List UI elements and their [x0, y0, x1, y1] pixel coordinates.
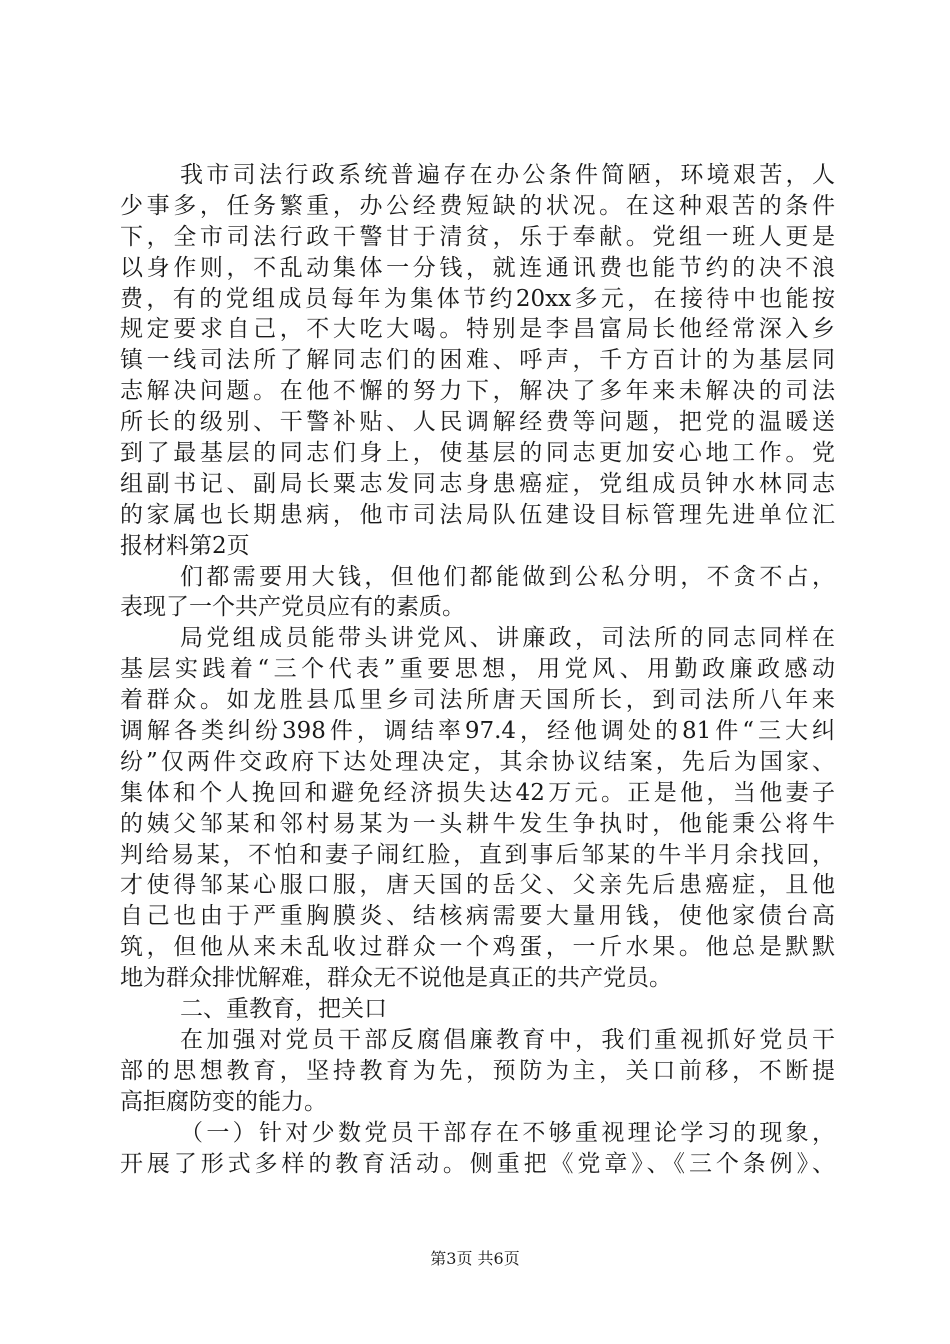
text-line: 判给易某，不怕和妻子闹红脸，直到事后邹某的牛半月余找回， [120, 841, 835, 868]
text-line: 以身作则，不乱动集体一分钱，就连通讯费也能节约的决不浪 [120, 254, 835, 281]
text-line: 到了最基层的同志们身上，使基层的同志更加安心地工作。党 [120, 440, 835, 467]
text-line: 开展了形式多样的教育活动。侧重把《党章》、《三个条例》、 [120, 1150, 835, 1177]
text-line: 少事多，任务繁重，办公经费短缺的状况。在这种艰苦的条件 [120, 192, 835, 219]
text-line: 部的思想教育，坚持教育为先，预防为主，关口前移，不断提 [120, 1057, 835, 1084]
text-line: 调解各类纠纷398件，调结率97.4，经他调处的81件“三大纠 [120, 718, 835, 745]
text-line: 费，有的党组成员每年为集体节约20xx多元，在接待中也能按 [120, 285, 835, 312]
text-line: 所长的级别、干警补贴、人民调解经费等问题，把党的温暖送 [120, 409, 835, 436]
text-line: 才使得邹某心服口服，唐天国的岳父、父亲先后患癌症，且他 [120, 872, 835, 899]
text-line: 表现了一个共产党员应有的素质。 [120, 594, 465, 621]
text-line: 集体和个人挽回和避免经济损失达42万元。正是他，当他妻子 [120, 779, 835, 806]
page-number-footer: 第3页 共6页 [430, 1249, 520, 1268]
text-line: （一）针对少数党员干部存在不够重视理论学习的现象， [180, 1119, 835, 1146]
text-line: 自己也由于严重胸膜炎、结核病需要大量用钱，使他家债台高 [120, 903, 835, 930]
text-line: 纷”仅两件交政府下达处理决定，其余协议结案，先后为国家、 [120, 748, 835, 775]
text-line: 志解决问题。在他不懈的努力下，解决了多年来未解决的司法 [120, 378, 835, 405]
text-line: 们都需要用大钱，但他们都能做到公私分明，不贪不占， [180, 563, 835, 590]
text-line: 镇一线司法所了解同志们的困难、呼声，千方百计的为基层同 [120, 347, 835, 374]
text-line: 组副书记、副局长粟志发同志身患癌症，党组成员钟水林同志 [120, 470, 835, 497]
text-line: 局党组成员能带头讲党风、讲廉政，司法所的同志同样在 [180, 625, 835, 652]
text-line: 着群众。如龙胜县瓜里乡司法所唐天国所长，到司法所八年来 [120, 687, 835, 714]
text-line: 报材料第2页 [120, 532, 250, 559]
text-line: 在加强对党员干部反腐倡廉教育中，我们重视抓好党员干 [180, 1026, 835, 1053]
document-body [120, 160, 835, 1179]
text-line: 地为群众排忧解难，群众无不说他是真正的共产党员。 [120, 965, 672, 992]
text-line: 基层实践着“三个代表”重要思想，用党风、用勤政廉政感动 [120, 656, 835, 683]
text-line: 的姨父邹某和邻村易某为一头耕牛发生争执时，他能秉公将牛 [120, 810, 835, 837]
text-line: 筑，但他从来未乱收过群众一个鸡蛋，一斤水果。他总是默默 [120, 934, 835, 961]
text-line: 规定要求自己，不大吃大喝。特别是李昌富局长他经常深入乡 [120, 316, 835, 343]
text-line: 下，全市司法行政干警甘于清贫，乐于奉献。党组一班人更是 [120, 223, 835, 250]
text-line: 的家属也长期患病，他市司法局队伍建设目标管理先进单位汇 [120, 501, 835, 528]
section-heading: 二、重教育，把关口 [180, 996, 387, 1023]
text-line: 高拒腐防变的能力。 [120, 1088, 327, 1115]
text-line: 我市司法行政系统普遍存在办公条件简陋，环境艰苦，人 [180, 162, 835, 188]
